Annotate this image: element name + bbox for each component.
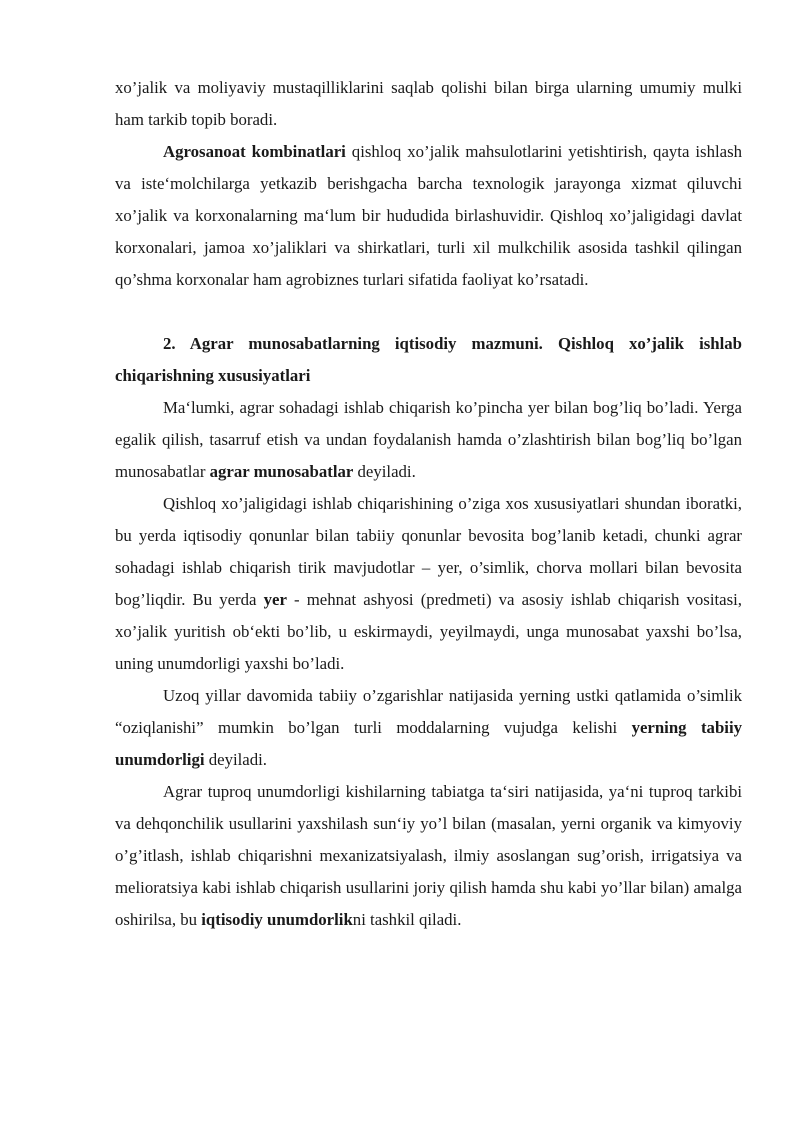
blank-line: [115, 296, 742, 328]
text-segment: deyiladi.: [353, 462, 416, 481]
bold-term: yerning tabiiy unumdorligi: [115, 718, 743, 769]
bold-term: Agrosanoat kombinatlari: [163, 142, 346, 161]
bold-term: yer: [263, 590, 287, 609]
paragraph-agrosanoat: [115, 136, 742, 296]
bold-term: iqtisodiy unumdorlik: [201, 910, 353, 929]
paragraph-tabiiy-unumdorlik: [115, 680, 742, 776]
paragraph-xususiyatlar: [115, 488, 742, 680]
text-segment: xo’jalik va moliyaviy mustaqilliklarini saqlab qolishi bilan birga ularning umumiy mulki ham tarkib topib boradi.: [115, 78, 742, 129]
text-segment: ni tashkil qiladi.: [352, 910, 462, 929]
text-segment: Agrar tuproq unumdorligi kishilarning tabiatga ta‘siri natijasida, ya‘ni tuproq tarkibi va dehqonchilik usullarini yaxshilash sun‘iy yo’l bilan (masalan, yerni organik va kimyoviy o’g’itlash, ishlab chiqarishni mexanizatsiyalash, ilmiy asoslangan sug’orish, irrigatsiya va melioratsiya kabi ishlab chiqarish usullarini joriy qilish hamda shu kabi yo’llar bilan) amalga oshirilsa, bu: [115, 782, 742, 929]
text-segment: Qishloq xo’jaligidagi ishlab chiqarishining o’ziga xos xususiyatlari shundan iboratki, bu yerda iqtisodiy qonunlar bilan tabiiy qonunlar bevosita bog’lanib ketadi, chunki agrar sohadagi ishlab chiqarish tirik mavjudotlar – yer, o’simlik, chorva mollari bilan bevosita bog’liqdir. Bu yerda: [115, 494, 742, 609]
bold-term: agrar munosabatlar: [209, 462, 354, 481]
section-heading: 2. Agrar munosabatlarning iqtisodiy mazmuni. Qishloq xo’jalik ishlab chiqarishning xususiyatlari: [115, 334, 742, 385]
text-segment: Ma‘lumki, agrar sohadagi ishlab chiqarish ko’pincha yer bilan bog’liq bo’ladi. Yerga egalik qilish, tasarruf etish va undan foydalanish hamda o’zlashtirish bilan bog’liq bo’lgan munosabatlar: [115, 398, 742, 481]
paragraph-agrar-munosabatlar: [115, 392, 742, 488]
paragraph-continuation: [115, 72, 742, 136]
text-segment: deyiladi.: [204, 750, 267, 769]
text-segment: qishloq xo’jalik mahsulotlarini yetishtirish, qayta ishlash va iste‘molchilarga yetkazib berishgacha barcha texnologik jarayonga xizmat qiluvchi xo’jalik va korxonalarning ma‘lum bir hududida birlashuvidir. Qishloq xo’jaligidagi davlat korxonalari, jamoa xo’jaliklari va shirkatlari, turli xil mulkchilik asosida tashkil qilingan qo’shma korxonalar ham agrobiznes turlari sifatida faoliyat ko’rsatadi.: [115, 142, 742, 289]
document-page: [115, 72, 742, 936]
paragraph-iqtisodiy-unumdorlik: [115, 776, 742, 936]
text-segment: Uzoq yillar davomida tabiiy o’zgarishlar natijasida yerning ustki qatlamida o’simlik “oziqlanishi” mumkin bo’lgan turli moddalarning vujudga kelishi: [115, 686, 742, 737]
text-segment: - mehnat ashyosi (predmeti) va asosiy ishlab chiqarish vositasi, xo’jalik yuritish ob‘ekti bo’lib, u eskirmaydi, yeyilmaydi, unga munosabat yaxshi bo’lsa, uning unumdorligi yaxshi bo’ladi.: [115, 590, 742, 673]
